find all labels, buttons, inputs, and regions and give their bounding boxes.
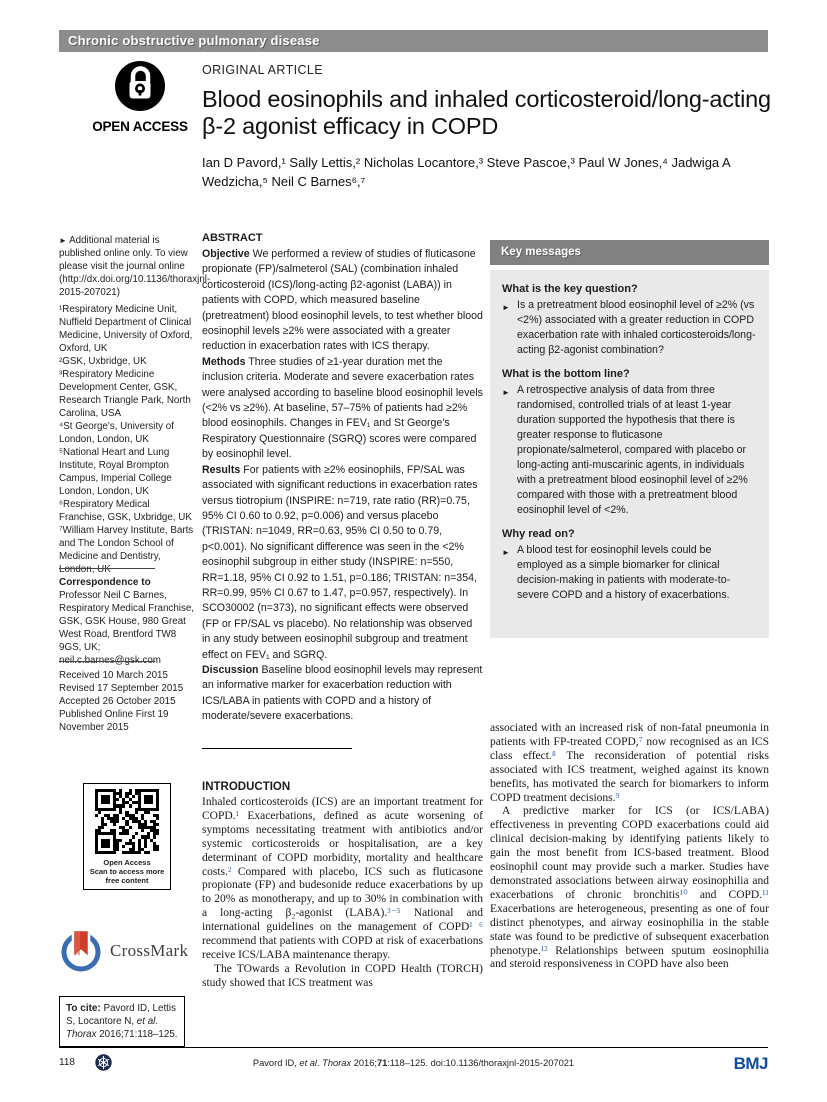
article-title: Blood eosinophils and inhaled corticosteroid/long-acting β-2 agonist efficacy in COPD (202, 86, 771, 139)
correspondence (59, 568, 197, 667)
triangle-bullet-icon: ► (502, 548, 510, 557)
abstract-label: Methods (202, 355, 246, 368)
to-cite-dot: . (155, 1016, 159, 1027)
to-cite-authors: Pavord ID, Lettis S, Locantore N, (66, 1003, 176, 1027)
topic-banner-label: Chronic obstructive pulmonary disease (68, 33, 320, 48)
abstract-label: Discussion (202, 663, 259, 676)
crossmark-badge (59, 927, 197, 973)
body-paragraph: associated with an increased risk of non-fatal pneumonia in patients with FP-treated COPD,⁷ now recognised as an ICS class effect.⁸ The reconsideration of potential risks associated with ICS treatment, weighed against its known benefits, has motivated the search for biomarkers to inform COPD treatment decisions.⁹ (490, 722, 769, 804)
affiliation: ⁷William Harvey Institute, Barts and The London School of Medicine and Dentistry, London, UK (59, 525, 194, 575)
open-access-label: OPEN ACCESS (92, 119, 188, 134)
article-header (202, 63, 772, 191)
citation-etal: et al (299, 1058, 317, 1068)
key-message-text: Is a pretreatment blood eosinophil level of ≥2% (vs <2%) associated with a greater reduction in COPD exacerbation rate with inhaled corticosteroids/long-acting β2-agonist combination? (517, 299, 756, 356)
abstract-text: Baseline blood eosinophil levels may represent an informative marker for exacerbation reduction with ICS/LABA in patients with COPD and a history of moderate/severe exacerbations. (202, 663, 483, 723)
history-line: Published Online First 19 November 2015 (59, 709, 169, 733)
additional-material-note (59, 234, 211, 299)
affiliation: ³Respiratory Medicine Development Center, GSK, Research Triangle Park, North Carolina, USA (59, 369, 191, 419)
author-list: Ian D Pavord,¹ Sally Lettis,² Nicholas Locantore,³ Steve Pascoe,³ Paul W Jones,⁴ Jadwiga A Wedzicha,⁵ Neil C Barnes⁶,⁷ (202, 155, 731, 189)
abstract-methods (202, 355, 483, 463)
history-line: Revised 17 September 2015 (59, 683, 184, 694)
affiliation: ²GSK, Uxbridge, UK (59, 356, 147, 367)
open-access-lock-icon (112, 56, 168, 112)
affiliation: ⁵National Heart and Lung Institute, Royal Brompton Campus, Imperial College London, London, UK (59, 447, 172, 497)
to-cite-label: To cite: (66, 1003, 101, 1014)
running-citation (59, 1058, 768, 1068)
crossmark-icon (59, 927, 103, 973)
correspondence-heading: Correspondence to (59, 577, 151, 588)
body-paragraph: The TOwards a Revolution in COPD Health (TORCH) study showed that ICS treatment was (202, 962, 483, 989)
key-message-text: A blood test for eosinophil levels could be employed as a simple biomarker for clinical decision-making in patients with moderate-to-severe COPD and a history of exacerbations. (517, 544, 731, 601)
triangle-bullet-icon: ► (502, 388, 510, 397)
bmj-logo: BMJ (733, 1054, 768, 1073)
key-message-heading: What is the key question? (502, 283, 638, 295)
affiliation: ⁴St George's, University of London, London, UK (59, 421, 174, 445)
qr-caption (89, 858, 165, 885)
abstract-text: Three studies of ≥1-year duration met the inclusion criteria. Moderate and severe exacerbation rates were analysed according to baseline blood eosinophil levels (<2% vs ≥2%). At baseline, 57–75% of patients had ≥2% blood eosinophils. Changes in FEV₁ and St George's Respiratory Questionnaire (SGRQ) scores were compared by eosinophil level. (202, 355, 483, 461)
page-number: 118 (59, 1057, 75, 1068)
metadata-sidebar (59, 234, 211, 1042)
qr-caption-line: free content (105, 875, 149, 885)
article-type: ORIGINAL ARTICLE (202, 63, 324, 77)
right-column (490, 240, 770, 971)
abstract-text: For patients with ≥2% eosinophils, FP/SAL was associated with significant reductions in exacerbation rates versus tiotropium (INSPIRE: n=719, rate ratio (RR)=0.75, 95% CI 0.60 to 0.92, p=0.006) and versus placebo (TRISTAN: n=1049, RR=0.63, 95% CI 0.50 to 0.79, p<0.001). No significant difference was seen in the <2% eosinophil subgroup in either study (INSPIRE: n=550, RR=1.18, 95% CI 0.92 to 1.51, p=0.186; TRISTAN: n=354, RR=0.99, 95% CI 0.67 to 1.47, p=0.957, respectively). In SCO30002 (n=373), no significant effects were observed (FP or FP/SAL vs placebo). No relationship was observed in any study between eosinophil subgroup and treatment effect on FEV₁ and SGRQ. (202, 463, 478, 661)
divider (59, 661, 155, 662)
qr-code (95, 789, 160, 854)
page-footer (59, 1054, 768, 1080)
citation-dot: . (317, 1058, 323, 1068)
to-cite-ref: 2016;71:118–125. (96, 1029, 178, 1040)
footer-rule (59, 1047, 768, 1048)
additional-material-text: Additional material is published online only. To view please visit the journal online (http://dx.doi.org/10.1136/thoraxjnl-2015-207021) (59, 235, 211, 298)
citation-doi: :118–125. doi:10.1136/thoraxjnl-2015-207021 (387, 1058, 575, 1068)
affiliation: ⁶Respiratory Medical Franchise, GSK, Uxbridge, UK (59, 499, 192, 523)
abstract (202, 232, 483, 725)
abstract-results (202, 463, 483, 663)
crossmark-label: CrossMark (110, 940, 189, 960)
divider (59, 568, 155, 569)
body-paragraph: A predictive marker for ICS (or ICS/LABA) effectiveness in preventing COPD exacerbations could aid clinical decision-making by identifying patients likely to gain the most benefit from ICS-based treatment. Blood eosinophil count may provide such a marker. Studies have demonstrated associations between airway eosinophilia and exacerbations of chronic bronchitis¹⁰ and COPD.¹¹ Exacerbations are heterogeneous, presenting as one of four distinct phenotypes, and airway eosinophilia in the stable state was found to be predictive of subsequent exacerbation phenotype.¹² Relationships between sputum eosinophilia and steroid responsiveness in COPD have also been (490, 805, 770, 971)
qr-caption-line: Open Access (103, 857, 151, 867)
correspondence-text: Professor Neil C Barnes, Respiratory Medical Franchise, GSK, GSK House, 980 Great West Road, Brentford TW8 9GS, UK; neil.c.barnes@gsk.com (59, 590, 195, 666)
history-line: Accepted 26 October 2015 (59, 696, 176, 707)
citation-journal: Thorax (322, 1058, 352, 1068)
affiliations (59, 303, 197, 576)
qr-caption-line: Scan to access more (89, 866, 165, 876)
key-message-heading: Why read on? (502, 528, 575, 540)
key-message-text: A retrospective analysis of data from three randomised, controlled trials of at least 1-year duration supported the hypothesis that there is greater response to fluticasone propionate/salmeterol, compared with placebo or long-acting anti-muscarinic agents, in individuals with a pretreatment blood eosinophil level of ≥2% compared with those with a pretreatment blood eosinophil level of <2%. (517, 384, 748, 516)
open-access-badge (82, 56, 198, 134)
key-message-section (502, 528, 757, 603)
key-message-heading: What is the bottom line? (502, 368, 630, 380)
to-cite-journal: Thorax (66, 1029, 97, 1040)
introduction-section (202, 781, 483, 991)
abstract-text: We performed a review of studies of fluticasone propionate (FP)/salmeterol (SAL) (combination inhaled corticosteroid (ICS)/long-acting β2-agonist (LABA)) in patients with COPD, which measured baseline (pretreatment) blood eosinophil levels, to test whether blood eosinophil levels ≥2% were associated with a greater reduction in exacerbation rates with ICS therapy. (202, 248, 483, 353)
triangle-bullet-icon: ► (59, 236, 67, 245)
citation-year: 2016; (351, 1058, 377, 1068)
abstract-objective (202, 247, 483, 355)
abstract-end-rule (202, 748, 352, 749)
key-message-section (502, 368, 757, 518)
abstract-discussion (202, 663, 483, 725)
key-messages-box (490, 240, 769, 638)
triangle-bullet-icon: ► (502, 303, 510, 312)
history-line: Received 10 March 2015 (59, 670, 168, 681)
abstract-heading: ABSTRACT (202, 232, 263, 244)
key-messages-title: Key messages (490, 240, 769, 265)
topic-banner (59, 30, 768, 52)
article-history (59, 661, 197, 734)
abstract-label: Results (202, 463, 241, 476)
body-continuation (490, 722, 769, 972)
key-message-section (502, 283, 757, 358)
citation-volume: 71 (376, 1058, 388, 1068)
introduction-heading: INTRODUCTION (202, 781, 291, 793)
citation-authors: Pavord ID, (252, 1058, 300, 1068)
qr-box (59, 783, 197, 890)
abstract-column (202, 232, 483, 1042)
to-cite-box (59, 996, 197, 1047)
body-paragraph: Inhaled corticosteroids (ICS) are an important treatment for COPD.¹ Exacerbations, defined as acute worsening of symptoms necessitating treatment with antibiotics and/or systemic corticosteroids or hospitalisation, are a key determinant of COPD morbidity, mortality and healthcare costs.² Compared with placebo, ICS such as fluticasone propionate (FP) and budesonide reduce exacerbations by up to 20% as monotherapy, and up to 30% in combination with a long-acting β₂-agonist (LABA).³⁻⁵ National and international guidelines on the management of COPD¹ ⁶ recommend that patients with COPD at risk of exacerbations receive ICS/LABA maintenance therapy. (202, 796, 483, 961)
abstract-label: Objective (202, 248, 250, 260)
affiliation: ¹Respiratory Medicine Unit, Nuffield Department of Clinical Medicine, University of Oxford, Oxford, UK (59, 304, 193, 354)
to-cite-etal: et al (136, 1016, 156, 1027)
